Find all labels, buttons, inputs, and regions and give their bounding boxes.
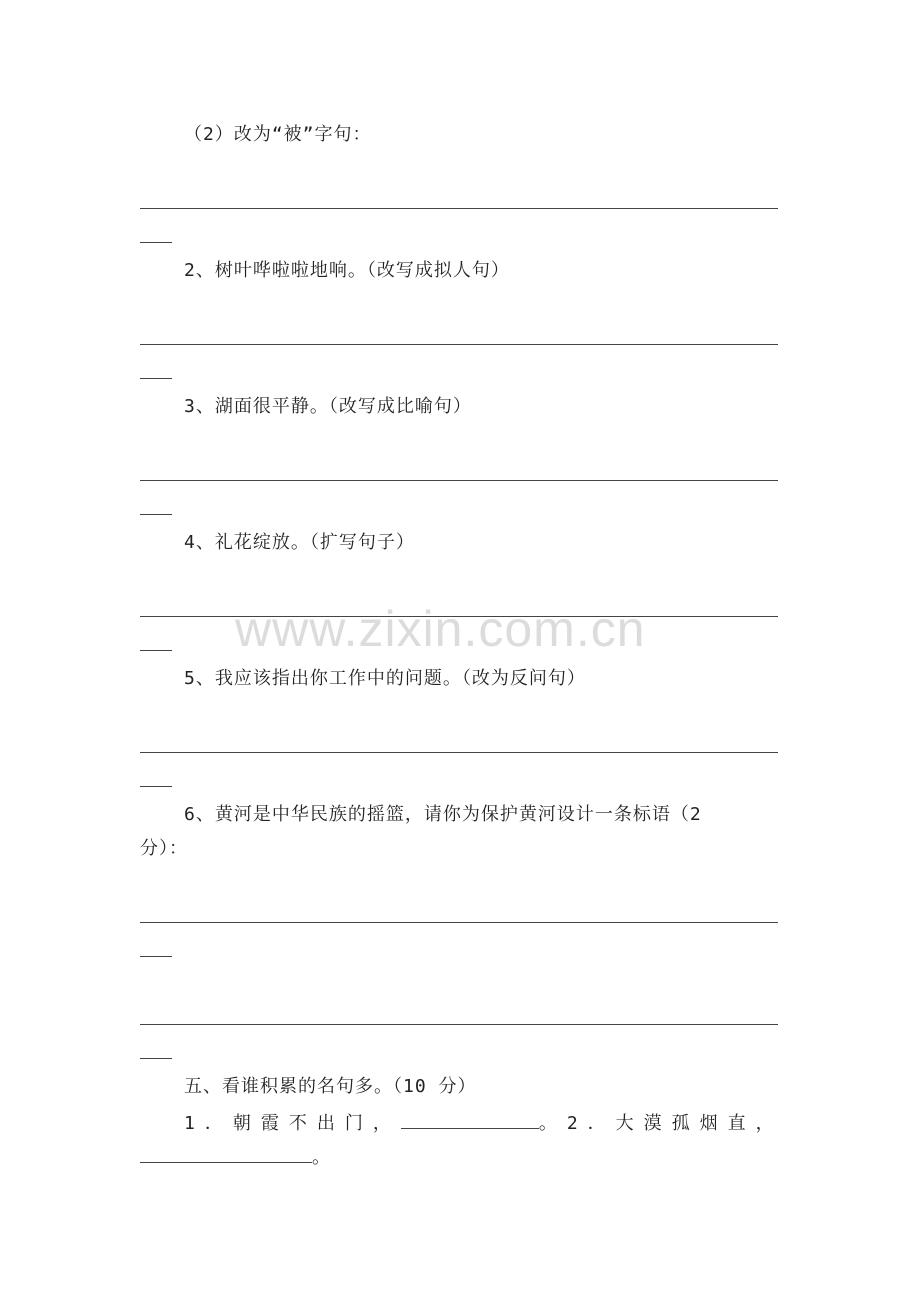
answer-line-stub: [140, 1058, 172, 1059]
item-1-blank[interactable]: [401, 1108, 539, 1129]
answer-line[interactable]: [140, 922, 778, 923]
answer-line[interactable]: [140, 1024, 778, 1025]
question-3: 3、湖面很平静。（改写成比喻句）: [184, 396, 472, 417]
fill-in-line: [184, 1108, 784, 1135]
item-2-blank[interactable]: [140, 1142, 312, 1163]
item-1-end: 。: [538, 1113, 567, 1134]
question-6-line-2: 分）：: [140, 838, 188, 859]
answer-line-stub: [140, 786, 172, 787]
section-5-heading: 五、看谁积累的名句多。（10 分）: [184, 1076, 477, 1097]
question-6-line-1: 6、黄河是中华民族的摇篮，请你为保护黄河设计一条标语（2: [184, 804, 702, 825]
answer-line-stub: [140, 956, 172, 957]
answer-line[interactable]: [140, 480, 778, 481]
answer-line[interactable]: [140, 208, 778, 209]
answer-line[interactable]: [140, 752, 778, 753]
item-2-end: 。: [312, 1147, 331, 1168]
item-2-prompt: 2．大漠孤烟直，: [566, 1113, 784, 1134]
question-2: 2、树叶哗啦啦地响。（改写成拟人句）: [184, 260, 510, 281]
answer-line-stub: [140, 650, 172, 651]
answer-line-stub: [140, 514, 172, 515]
question-4: 4、礼花绽放。（扩写句子）: [184, 532, 415, 553]
watermark: www.zixin.com.cn: [235, 601, 646, 657]
answer-line-stub: [140, 378, 172, 379]
item-1-prompt: 1．朝霞不出门，: [184, 1113, 401, 1134]
fill-in-line-2: [140, 1142, 331, 1169]
answer-line-stub: [140, 242, 172, 243]
answer-line[interactable]: [140, 616, 778, 617]
answer-line[interactable]: [140, 344, 778, 345]
question-1-part-2: （2）改为“被”字句：: [184, 124, 372, 145]
question-5: 5、我应该指出你工作中的问题。（改为反问句）: [184, 668, 586, 689]
